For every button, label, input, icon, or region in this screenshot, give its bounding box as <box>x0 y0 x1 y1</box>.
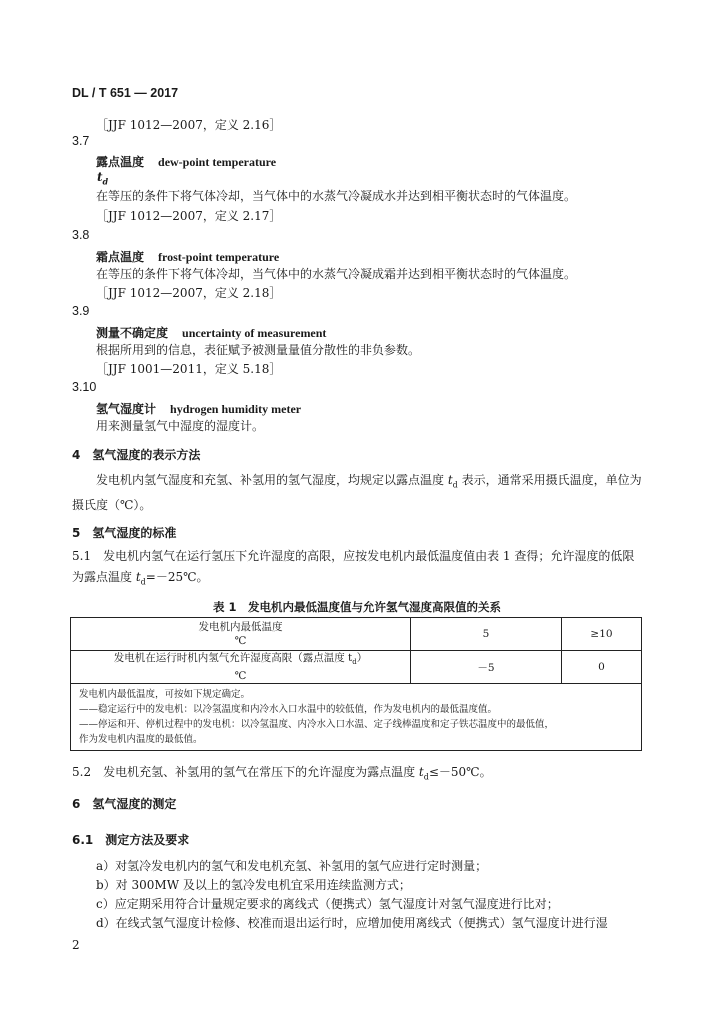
term-heading: 氢气湿度计 hydrogen humidity meter <box>96 402 302 416</box>
definition-text: 在等压的条件下将气体冷却，当气体中的水蒸气冷凝成霜并达到相平衡状态时的气体温度。 <box>96 267 577 281</box>
term-heading <box>96 153 276 170</box>
table-cell: ≥10 <box>562 618 642 651</box>
list-item: a）对氢冷发电机内的氢气和发电机充氢、补氢用的氢气应进行定时测量； <box>96 859 488 873</box>
table-cell: 5 <box>411 618 562 651</box>
reference: ［JJF 1001—2011，定义 5.18］ <box>96 362 282 376</box>
clause-number: 3.8 <box>72 228 90 242</box>
definition-text: 根据所用到的信息，表征赋予被测量量值分散性的非负参数。 <box>96 343 421 357</box>
paragraph: 5.2 发电机充氢、补氢用的氢气在常压下的允许湿度为露点温度 $t_d\le-50℃$。 <box>72 765 492 782</box>
table-cell: 发电机内最低温度 ℃ <box>71 618 411 651</box>
table-note-row <box>71 684 642 751</box>
data-table <box>70 617 642 751</box>
section-heading: 4 氢气湿度的表示方法 <box>72 448 201 462</box>
list-item: c）应定期采用符合计量规定要求的离线式（便携式）氢气湿度计对氢气湿度进行比对； <box>96 897 559 911</box>
table-row <box>71 651 642 684</box>
paragraph: 发电机内氢气湿度和充氢、补氢用的氢气湿度，均规定以露点温度 $t_d$ 表示，通常采用摄氏温度，单位为摄氏度（℃）。 <box>72 473 642 513</box>
section-heading: 6 氢气湿度的测定 <box>72 797 177 811</box>
reference: ［JJF 1012—2007，定义 2.16］ <box>96 118 282 132</box>
table-cell: －5 <box>411 651 562 684</box>
standard-header: DL / T 651 — 2017 <box>72 86 179 100</box>
subsection-heading: 6.1 测定方法及要求 <box>72 833 190 847</box>
definition-text: 用来测量氢气中湿度的湿度计。 <box>96 419 265 433</box>
reference: ［JJF 1012—2007，定义 2.18］ <box>96 286 282 300</box>
term-symbol: $t_d$ <box>97 170 109 187</box>
table-note: 发电机内最低温度，可按如下规定确定。 ——稳定运行中的发电机：以冷氢温度和内冷水入口水温中的较低值，作为发电机内的最低温度值。 ——停运和开、停机过程中的发电机：以冷氢温度、内冷水入口水温、定子线棒温度和定子铁芯温度中的最低值， 作为发电机内温度的最低值。 <box>71 684 642 751</box>
definition-text: 在等压的条件下将气体冷却，当气体中的水蒸气冷凝成水并达到相平衡状态时的气体温度。 <box>96 189 577 203</box>
clause-number: 3.7 <box>72 134 90 148</box>
clause-number: 3.10 <box>72 380 97 394</box>
page-number: 2 <box>72 938 80 952</box>
table-row <box>71 618 642 651</box>
term-english: dew-point temperature <box>158 155 277 169</box>
section-heading: 5 氢气湿度的标准 <box>72 526 177 540</box>
term-heading: 霜点温度 frost-point temperature <box>96 250 280 264</box>
table-caption: 表 1 发电机内最低温度值与允许氢气湿度高限值的关系 <box>212 600 501 614</box>
list-item: b）对 300MW 及以上的氢冷发电机宜采用连续监测方式； <box>96 878 411 892</box>
table-cell: 0 <box>562 651 642 684</box>
reference: ［JJF 1012—2007，定义 2.17］ <box>96 209 282 223</box>
term-heading: 测量不确定度 uncertainty of measurement <box>96 326 327 340</box>
term-chinese: 露点温度 <box>96 155 145 169</box>
clause-number: 3.9 <box>72 304 90 318</box>
list-item: d）在线式氢气湿度计检修、校准而退出运行时，应增加使用离线式（便携式）氢气湿度计进行湿 <box>96 916 608 930</box>
table-cell: 发电机在运行时机内氢气允许湿度高限（露点温度 $t_d$） ℃ <box>71 651 411 684</box>
paragraph: 5.1 发电机内氢气在运行氢压下允许湿度的高限，应按发电机内最低温度值由表 1 查得；允许湿度的低限为露点温度 $t_d=-25℃$。 <box>72 549 635 587</box>
